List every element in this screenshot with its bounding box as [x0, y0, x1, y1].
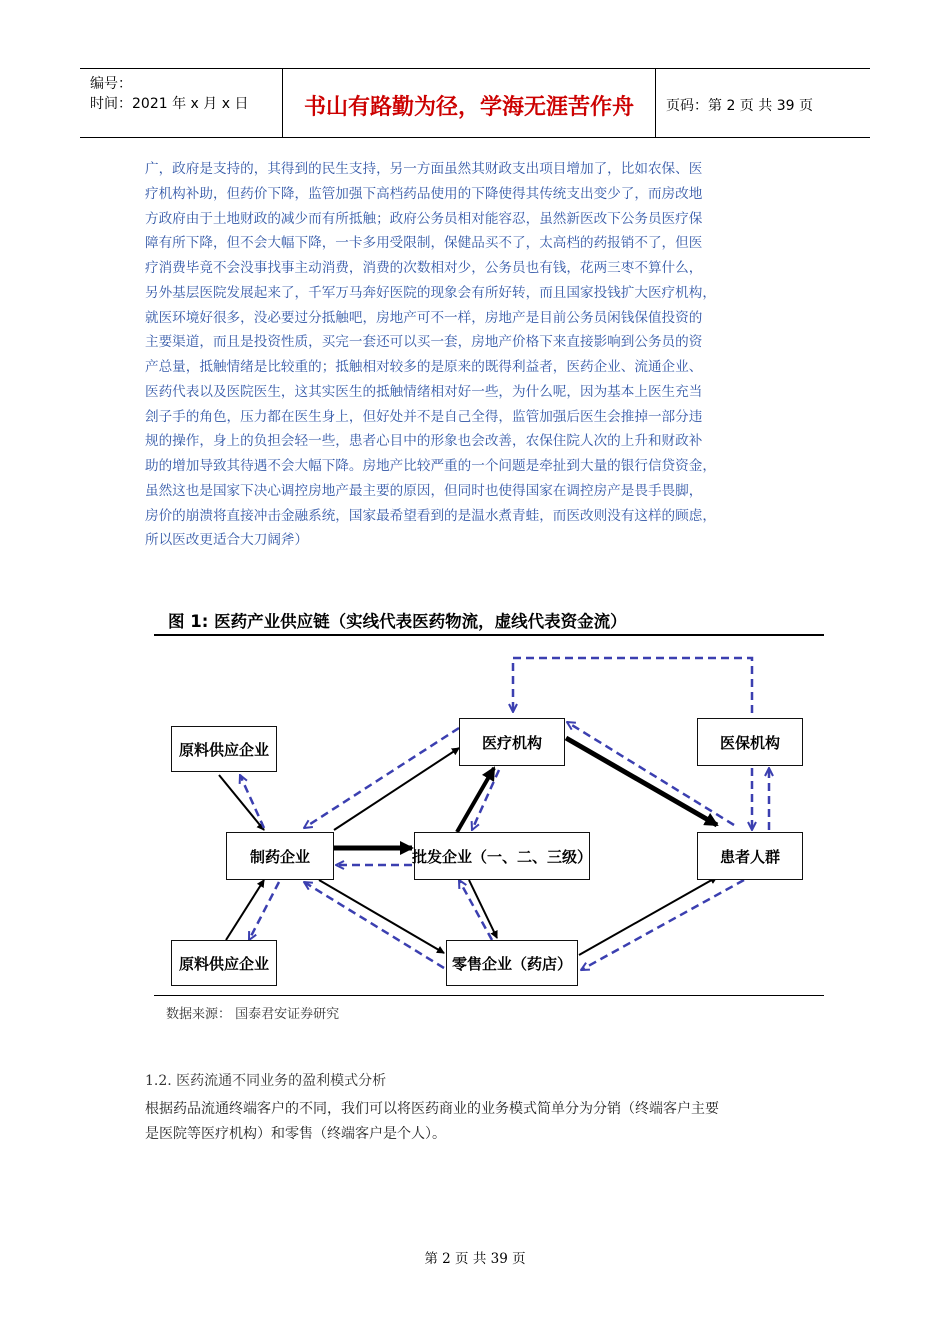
paragraph-line: 助的增加导致其待遇不会大幅下降。房地产比较严重的一个问题是牵扯到大量的银行信贷资金，	[145, 458, 716, 474]
figure-caption: 图 1: 医药产业供应链（实线代表医药物流，虚线代表资金流）	[168, 612, 627, 631]
fund-medical-to-pharma	[304, 728, 459, 828]
paragraph-line: 房价的崩溃将直接冲击金融系统，国家最希望看到的是温水煮青蛙，而医改则没有这样的顾虑，	[145, 507, 716, 524]
header-left-cell	[80, 69, 283, 137]
node-pharma: 制药企业	[226, 832, 334, 880]
paragraph-line: 规的操作，身上的负担会轻一些，患者心目中的形象也会改善，农保住院人次的上升和财政补	[145, 433, 703, 450]
figure-source: 数据来源： 国泰君安证券研究	[166, 1007, 340, 1022]
doc-date-label: 时间：2021 年 x 月 x 日	[90, 96, 249, 112]
fund-flows	[240, 658, 769, 970]
fund-patients-to-retail	[581, 880, 744, 970]
paragraph-line: 障有所下降，但不会大幅下降，一卡多用受限制，保健品买不了，太高档的药报销不了，但医	[145, 235, 703, 252]
flow-supplier-bottom-to-pharma	[226, 880, 264, 940]
flow-pharma-to-retail	[319, 880, 444, 953]
node-insurance: 医保机构	[697, 718, 803, 766]
supply-chain-figure	[154, 600, 826, 1030]
paragraph-line: 产总量，抵触情绪是比较重的；抵触相对较多的是原来的既得利益者，医药企业、流通企业、	[145, 359, 703, 375]
paragraph-line: 刽子手的角色，压力都在医生身上，但好处并不是自己全得，监管加强后医生会推掉一部分违	[145, 408, 703, 425]
fund-retail-to-wholesale	[459, 880, 492, 940]
header-motto: 书山有路勤为径，学海无涯苦作舟	[303, 95, 634, 120]
fund-pharma-to-supplier-top	[240, 775, 264, 828]
fund-pharma-to-supplier-bottom	[249, 882, 279, 940]
paragraph-line: 医药代表以及医院医生，这其实医生的抵触情绪相对好一些，为什么呢，因为基本上医生充当	[145, 383, 703, 400]
section-line: 根据药品流通终端客户的不同，我们可以将医药商业的业务模式简单分为分销（终端客户主要	[145, 1101, 719, 1117]
fund-retail-to-pharma	[304, 882, 444, 968]
page-footer: 第 2 页 共 39 页	[424, 1251, 526, 1267]
node-supplier-bottom: 原料供应企业	[171, 940, 277, 986]
flow-supplier-top-to-pharma	[219, 775, 264, 830]
paragraph-line: 主要渠道，而且是投资性质，买完一套还可以买一套，房地产价格下来直接影响到公务员的资	[145, 334, 703, 351]
paragraph-line: 虽然这也是国家下决心调控房地产最主要的原因，但同时也使得国家在调控房产是畏手畏脚，	[145, 482, 703, 499]
section-paragraph	[145, 1097, 810, 1147]
flow-medical-to-patients	[566, 738, 717, 825]
paragraph-line: 就医环境好很多，没必要过分抵触吧，房地产可不一样，房地产是目前公务员闲钱保值投资的	[145, 309, 703, 326]
header-page-code: 页码：第 2 页 共 39 页	[666, 98, 813, 114]
node-wholesale: 批发企业（一、二、三级）	[414, 832, 590, 880]
paragraph-line: 广，政府是支持的，其得到的民生支持，另一方面虽然其财政支出项目增加了，比如农保、医	[145, 161, 703, 177]
header-motto-cell	[283, 69, 656, 137]
flow-wholesale-to-retail	[469, 880, 497, 938]
paragraph-line: 所以医改更适合大刀阔斧）	[145, 532, 309, 549]
flow-retail-to-patients	[579, 877, 717, 955]
paragraph-line: 方政府由于土地财政的减少而有所抵触；政府公务员相对能容忍，虽然新医改下公务员医疗保	[145, 210, 703, 227]
node-medical: 医疗机构	[459, 718, 565, 766]
flow-pharma-to-medical	[334, 748, 459, 830]
node-supplier-top: 原料供应企业	[171, 726, 277, 772]
node-patients: 患者人群	[697, 832, 803, 880]
section-line: 是医院等医疗机构）和零售（终端客户是个人）。	[145, 1126, 446, 1142]
body-paragraph	[145, 157, 810, 553]
paragraph-line: 疗机构补助，但药价下降，监管加强下高档药品使用的下降使得其传统支出变少了，而房改地	[145, 185, 703, 202]
header-page-cell	[656, 69, 870, 137]
figure-bottom-rule	[154, 995, 824, 996]
section-title: 1.2. 医药流通不同业务的盈利模式分析	[145, 1073, 387, 1089]
paragraph-line: 另外基层医院发展起来了，千军万马奔好医院的现象会有所好转，而且国家投钱扩大医疗机构，	[145, 284, 716, 301]
node-retail: 零售企业（药店）	[446, 940, 578, 986]
page-header	[80, 68, 870, 138]
paragraph-line: 疗消费毕竟不会没事找事主动消费，消费的次数相对少，公务员也有钱，花两三枣不算什么，	[145, 260, 703, 276]
doc-code-label: 编号：	[90, 76, 132, 92]
fund-insurance-to-medical	[513, 658, 752, 713]
